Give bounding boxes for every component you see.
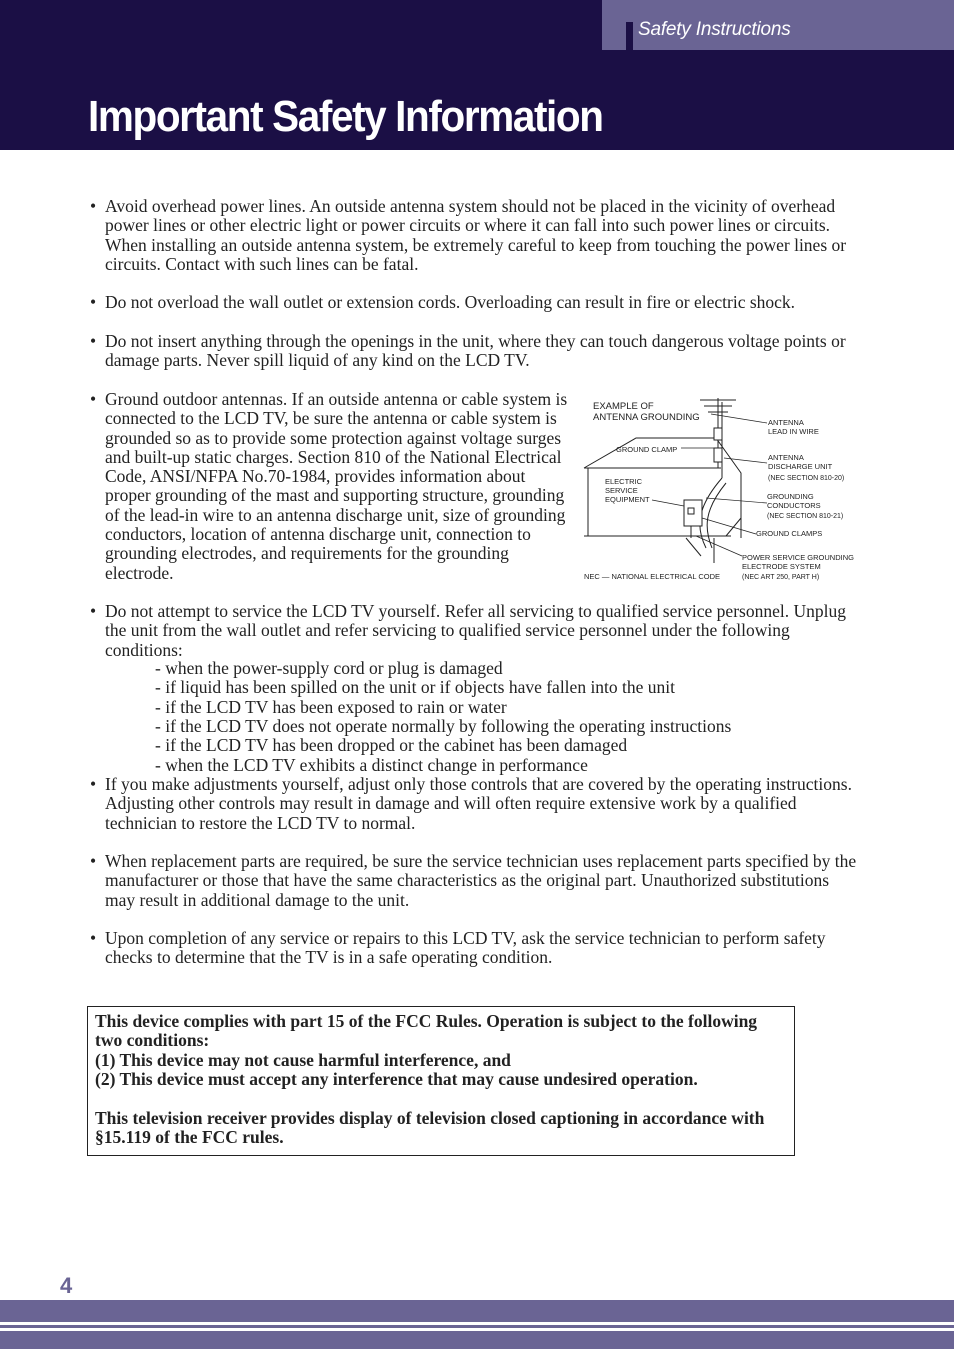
bullet-symbol: •: [90, 774, 97, 794]
bullet-text: Ground outdoor antennas. If an outside antenna or cable system is connected to the LCD TV, be sure the antenna or cable system is grounded so as to provide some protection against voltage surges and built-up static charges. Section 810 of the National Electrical Code, ANSI/NFPA No.70-1984, provides information about proper grounding of the mast and supporting structure, grounding of the lead-in wire to an antenna discharge unit, size of grounding conductors, location of antenna discharge unit, connection to grounding electrodes, and requirements for the grounding electrode.: [105, 389, 568, 583]
label-electric-service-line3: EQUIPMENT: [605, 495, 650, 504]
bullet-text: Avoid overhead power lines. An outside antenna system should not be placed in the vicinity of overhead power lines or other electric light or power circuits or where it can fall into such power lines or circuits. When installing an outside antenna system, be extremely careful to keep from touching the power lines or circuits. Contact with such lines can be fatal.: [105, 196, 847, 274]
footer-bar: [0, 1300, 954, 1322]
label-power-service-line1: POWER SERVICE GROUNDING: [742, 553, 854, 562]
bullet-symbol: •: [90, 928, 97, 948]
bullet-replacement-parts: [90, 852, 860, 910]
section-label: Safety Instructions: [638, 19, 791, 40]
bullet-do-not-service: [90, 602, 860, 660]
bullet-text: Do not insert anything through the openings in the unit, where they can touch dangerous voltage points or damage parts. Never spill liquid of any kind on the LCD TV.: [105, 331, 846, 371]
diagram-title-line2: ANTENNA GROUNDING: [593, 412, 700, 423]
bullet-symbol: •: [90, 601, 97, 621]
bullet-text: When replacement parts are required, be sure the service technician uses replacement parts specified by the manufacturer or those that have the same characteristics as the original part. Unauthorized substitutions may result in additional damage to the unit.: [105, 851, 857, 910]
label-discharge-unit-line3: (NEC SECTION 810-20): [768, 475, 845, 482]
antenna-grounding-diagram: [576, 388, 876, 588]
fcc-condition-2: (2) This device must accept any interference that may cause undesired operation.: [95, 1069, 698, 1090]
bullet-text: If you make adjustments yourself, adjust only those controls that are covered by the operating instructions. Adjusting other controls may result in damage and will often require extensive work by a qualified technician to restore the LCD TV to normal.: [105, 774, 852, 833]
footer-bar-bottom: [0, 1331, 954, 1349]
section-tab-marker: [626, 22, 633, 50]
label-grounding-conductors-line2: CONDUCTORS: [767, 501, 821, 510]
label-power-service-line2: ELECTRODE SYSTEM: [742, 562, 821, 571]
label-ground-clamps: GROUND CLAMPS: [756, 529, 823, 538]
condition-item: - if the LCD TV has been dropped or the cabinet has been damaged: [155, 735, 628, 755]
condition-item: - when the LCD TV exhibits a distinct change in performance: [155, 755, 588, 775]
condition-item: - when the power-supply cord or plug is damaged: [155, 658, 503, 678]
bullet-openings: [90, 332, 860, 371]
page-number: 4: [60, 1273, 73, 1298]
page-title: Important Safety Information: [88, 92, 603, 141]
label-discharge-unit-line1: ANTENNA: [768, 453, 804, 462]
label-nec-note: NEC — NATIONAL ELECTRICAL CODE: [584, 572, 720, 581]
fcc-statement: This device complies with part 15 of the FCC Rules. Operation is subject to the following two conditions:: [95, 1011, 758, 1051]
bullet-ground-antennas: [90, 390, 570, 583]
label-antenna-lead-line1: ANTENNA: [768, 418, 804, 427]
label-power-service-line3: (NEC ART 250, PART H): [742, 574, 820, 581]
bullet-symbol: •: [90, 331, 97, 351]
bullet-symbol: •: [90, 389, 97, 409]
closed-captioning-statement: This television receiver provides display of television closed captioning in accordance with §15.119 of the FCC rules.: [95, 1108, 765, 1148]
condition-item: - if liquid has been spilled on the unit or if objects have fallen into the unit: [155, 677, 676, 697]
footer-rule: [0, 1325, 954, 1328]
bullet-overload: [90, 293, 860, 312]
fcc-notice-box: [87, 1006, 795, 1156]
condition-item: - if the LCD TV has been exposed to rain or water: [155, 697, 507, 717]
bullet-overhead-power-lines: [90, 197, 860, 274]
label-grounding-conductors-line1: GROUNDING: [767, 492, 814, 501]
label-electric-service-line2: SERVICE: [605, 486, 638, 495]
bullet-symbol: •: [90, 196, 97, 216]
label-electric-service-line1: ELECTRIC: [605, 477, 643, 486]
bullet-symbol: •: [90, 851, 97, 871]
fcc-condition-1: (1) This device may not cause harmful interference, and: [95, 1049, 511, 1070]
bullet-safety-checks: [90, 929, 860, 968]
bullet-symbol: •: [90, 292, 97, 312]
bullet-text: Upon completion of any service or repairs to this LCD TV, ask the service technician to perform safety checks to determine that the TV is in a safe operating condition.: [105, 928, 826, 968]
bullet-text: Do not attempt to service the LCD TV yourself. Refer all servicing to qualified service personnel. Unplug the unit from the wall outlet and refer servicing to qualified service personnel under the following conditions:: [105, 601, 846, 660]
label-ground-clamp: GROUND CLAMP: [616, 445, 678, 454]
label-antenna-lead-line2: LEAD IN WIRE: [768, 427, 819, 436]
bullet-text: Do not overload the wall outlet or extension cords. Overloading can result in fire or electric shock.: [105, 292, 796, 312]
label-grounding-conductors-line3: (NEC SECTION 810-21): [767, 513, 844, 520]
condition-item: - if the LCD TV does not operate normally by following the operating instructions: [155, 716, 732, 736]
bullet-adjustments: [90, 775, 860, 833]
diagram-title-line1: EXAMPLE OF: [593, 401, 654, 412]
label-discharge-unit-line2: DISCHARGE UNIT: [768, 462, 833, 471]
